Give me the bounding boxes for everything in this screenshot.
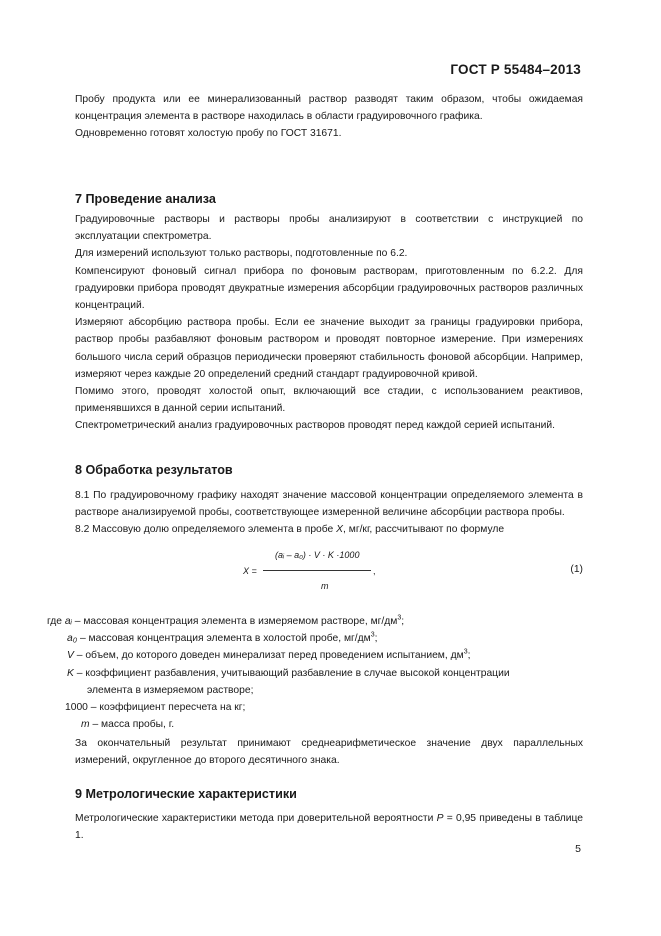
standard-header: ГОСТ Р 55484–2013 bbox=[450, 62, 581, 77]
definitions bbox=[47, 613, 583, 733]
formula-denominator: m bbox=[321, 580, 329, 591]
section-7 bbox=[75, 191, 583, 208]
definition-item: элемента в измеряемом растворе; bbox=[87, 684, 254, 696]
section-8 bbox=[75, 462, 583, 479]
section-8-body bbox=[75, 487, 583, 593]
section-7-paragraph: Помимо этого, проводят холостой опыт, включающий все стадии, с использованием реактивов, применявшихся в данной серии испытаний. bbox=[75, 386, 583, 415]
formula-comma: , bbox=[373, 565, 376, 576]
section-9-paragraph: Метрологические характеристики метода при доверительной вероятности P = 0,95 приведены в таблице 1. bbox=[75, 813, 583, 842]
intro-block bbox=[75, 91, 583, 143]
intro-paragraph-1: Пробу продукта или ее минерализованный раствор разводят таким образом, чтобы ожидаемая концентрация элемента в растворе находилась в области градуировочного графика. bbox=[75, 94, 583, 123]
paragraph-8-2: 8.2 Массовую долю определяемого элемента в пробе X, мг/кг, рассчитывают по формуле bbox=[75, 524, 505, 536]
definition-item: a₀ – массовая концентрация элемента в холостой пробе, $мг/дм^3$; bbox=[67, 631, 378, 645]
section-8-title: 8 Обработка результатов bbox=[75, 463, 233, 477]
formula-lhs: X = bbox=[243, 565, 257, 576]
paragraph-8-1: 8.1 По градуировочному графику находят значение массовой концентрации определяемого элемента в растворе анализируемой пробы, соответствующее измеренной величине абсорбции раствора пробы. bbox=[75, 490, 583, 519]
section-9-body bbox=[75, 810, 583, 844]
intro-paragraph-2: Одновременно готовят холостую пробу по ГОСТ 31671. bbox=[75, 128, 342, 140]
section-7-title: 7 Проведение анализа bbox=[75, 192, 216, 206]
section-7-paragraph: Компенсируют фоновый сигнал прибора по фоновым растворам, приготовленным по 6.2.2. Для градуировки прибора проводят двукратные измерения абсорбции градуировочных растворов различных концентраций. bbox=[75, 265, 583, 312]
final-result bbox=[75, 735, 583, 769]
definition-item: m – масса пробы, г. bbox=[81, 719, 175, 731]
section-7-paragraph: Спектрометрический анализ градуировочных растворов проводят перед каждой серией испытаний. bbox=[75, 420, 555, 432]
section-9-title: 9 Метрологические характеристики bbox=[75, 787, 297, 801]
fraction-bar bbox=[263, 570, 371, 571]
formula-1 bbox=[75, 545, 583, 593]
section-7-body bbox=[75, 211, 583, 435]
definition-item: где aᵢ – массовая концентрация элемента в измеряемом растворе, $мг/дм^3$; bbox=[47, 614, 405, 627]
section-9 bbox=[75, 786, 583, 803]
definition-item: K – коэффициент разбавления, учитывающий разбавление в случае высокой концентрации bbox=[67, 667, 510, 679]
final-result-paragraph: За окончательный результат принимают среднеарифметическое значение двух параллельных измерений, округленное до второго десятичного знака. bbox=[75, 738, 583, 767]
section-7-paragraph: Градуировочные растворы и растворы пробы анализируют в соответствии с инструкцией по эксплуатации спектрометра. bbox=[75, 214, 583, 243]
section-7-paragraph: Измеряют абсорбцию раствора пробы. Если ее значение выходит за границы градуировки прибора, раствор пробы разбавляют фоновым раствором и проводят повторное измерение. При измерениях большого числа серий образцов периодически проверяют стабильность фоновой абсорбции. Например, измеряют через каждые 20 определений средний стандарт градуировочной кривой. bbox=[75, 317, 583, 380]
formula-numerator: (aᵢ – a₀) · V · K ·1000 bbox=[275, 549, 360, 560]
page-number: 5 bbox=[575, 843, 581, 855]
formula-number: (1) bbox=[570, 563, 583, 575]
definition-item: 1000 – коэффициент пересчета на кг; bbox=[65, 702, 246, 714]
section-7-paragraph: Для измерений используют только растворы, подготовленные по 6.2. bbox=[75, 248, 408, 260]
definition-item: V – объем, до которого доведен минерализат перед проведением испытанием, $дм^3$; bbox=[67, 648, 471, 662]
